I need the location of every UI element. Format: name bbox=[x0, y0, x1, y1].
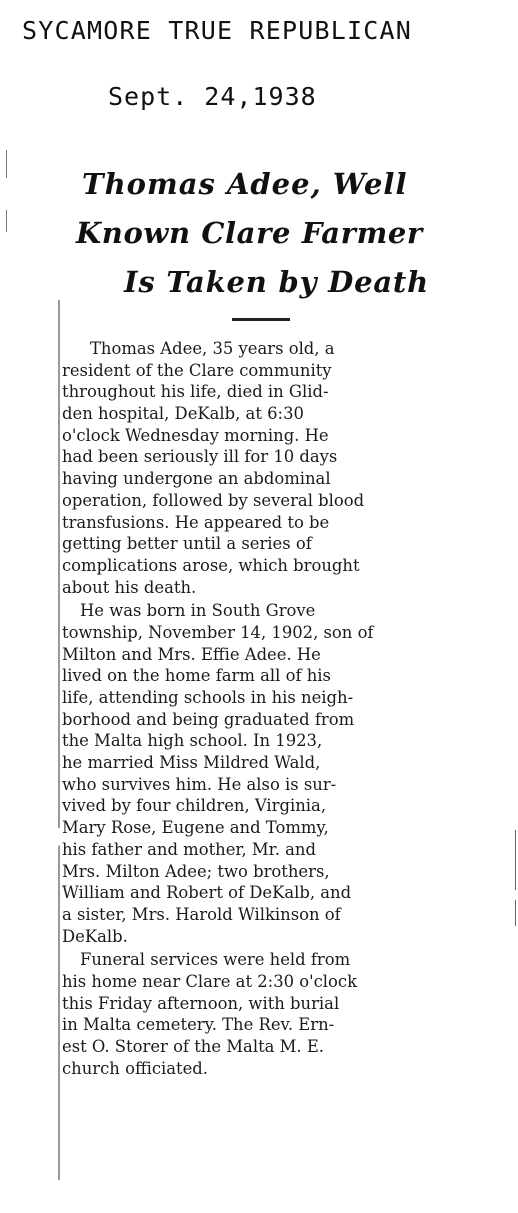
text-line: had been seriously ill for 10 days bbox=[62, 447, 338, 467]
text-line: Mrs. Milton Adee; two brothers, bbox=[62, 861, 330, 881]
text-line: Milton and Mrs. Effie Adee. He bbox=[62, 644, 321, 664]
publication-name: SYCAMORE TRUE REPUBLICAN bbox=[22, 16, 413, 45]
text-line: getting better until a series of bbox=[62, 534, 312, 554]
text-line: Funeral services were held from bbox=[80, 950, 351, 970]
text-line: his home near Clare at 2:30 o'clock bbox=[62, 971, 358, 991]
text-line: the Malta high school. In 1923, bbox=[62, 731, 323, 751]
publication-date: Sept. 24,1938 bbox=[108, 82, 317, 111]
text-line: William and Robert of DeKalb, and bbox=[62, 883, 352, 903]
text-line: complications arose, which brought bbox=[62, 555, 360, 575]
text-line: transfusions. He appeared to be bbox=[62, 512, 330, 532]
headline-line: Is Taken by Death bbox=[124, 265, 430, 299]
text-line: est O. Storer of the Malta M. E. bbox=[62, 1037, 325, 1056]
text-line: DeKalb. bbox=[62, 926, 128, 946]
text-line: about his death. bbox=[62, 577, 197, 597]
article-paragraph bbox=[62, 338, 516, 598]
text-line: o'clock Wednesday morning. He bbox=[62, 425, 329, 445]
text-line: his father and mother, Mr. and bbox=[62, 839, 316, 859]
scan-margin-mark bbox=[6, 210, 7, 232]
article-body bbox=[62, 338, 516, 1079]
text-line: who survives him. He also is sur- bbox=[62, 774, 337, 794]
text-line: he married Miss Mildred Wald, bbox=[62, 753, 321, 773]
clipping-left-edge bbox=[58, 300, 60, 1180]
headline-line: Thomas Adee, Well bbox=[82, 167, 408, 201]
article-headline bbox=[62, 160, 518, 325]
text-line: Mary Rose, Eugene and Tommy, bbox=[62, 818, 329, 838]
text-line: operation, followed by several blood bbox=[62, 490, 365, 510]
article-paragraph bbox=[62, 600, 516, 947]
text-line: throughout his life, died in Glid- bbox=[62, 382, 329, 402]
text-line: in Malta cemetery. The Rev. Ern- bbox=[62, 1015, 335, 1035]
scan-margin-mark bbox=[6, 150, 7, 178]
text-line: having undergone an abdominal bbox=[62, 469, 331, 489]
text-line: resident of the Clare community bbox=[62, 360, 332, 380]
text-line: this Friday afternoon, with burial bbox=[62, 993, 340, 1013]
text-line: borhood and being graduated from bbox=[62, 709, 355, 729]
text-line: lived on the home farm all of his bbox=[62, 666, 331, 686]
text-line: Thomas Adee, 35 years old, a bbox=[90, 339, 335, 358]
newspaper-clipping bbox=[62, 160, 518, 1200]
text-line: township, November 14, 1902, son of bbox=[62, 622, 374, 642]
text-line: church officiated. bbox=[62, 1058, 209, 1078]
text-line: vived by four children, Virginia, bbox=[62, 796, 327, 816]
headline-line: Known Clare Farmer bbox=[76, 216, 423, 250]
text-line: life, attending schools in his neigh- bbox=[62, 688, 354, 707]
text-line: den hospital, DeKalb, at 6:30 bbox=[62, 404, 304, 424]
text-line: a sister, Mrs. Harold Wilkinson of bbox=[62, 904, 341, 924]
headline-rule bbox=[232, 318, 290, 321]
article-paragraph bbox=[62, 949, 516, 1079]
text-line: He was born in South Grove bbox=[80, 601, 316, 621]
